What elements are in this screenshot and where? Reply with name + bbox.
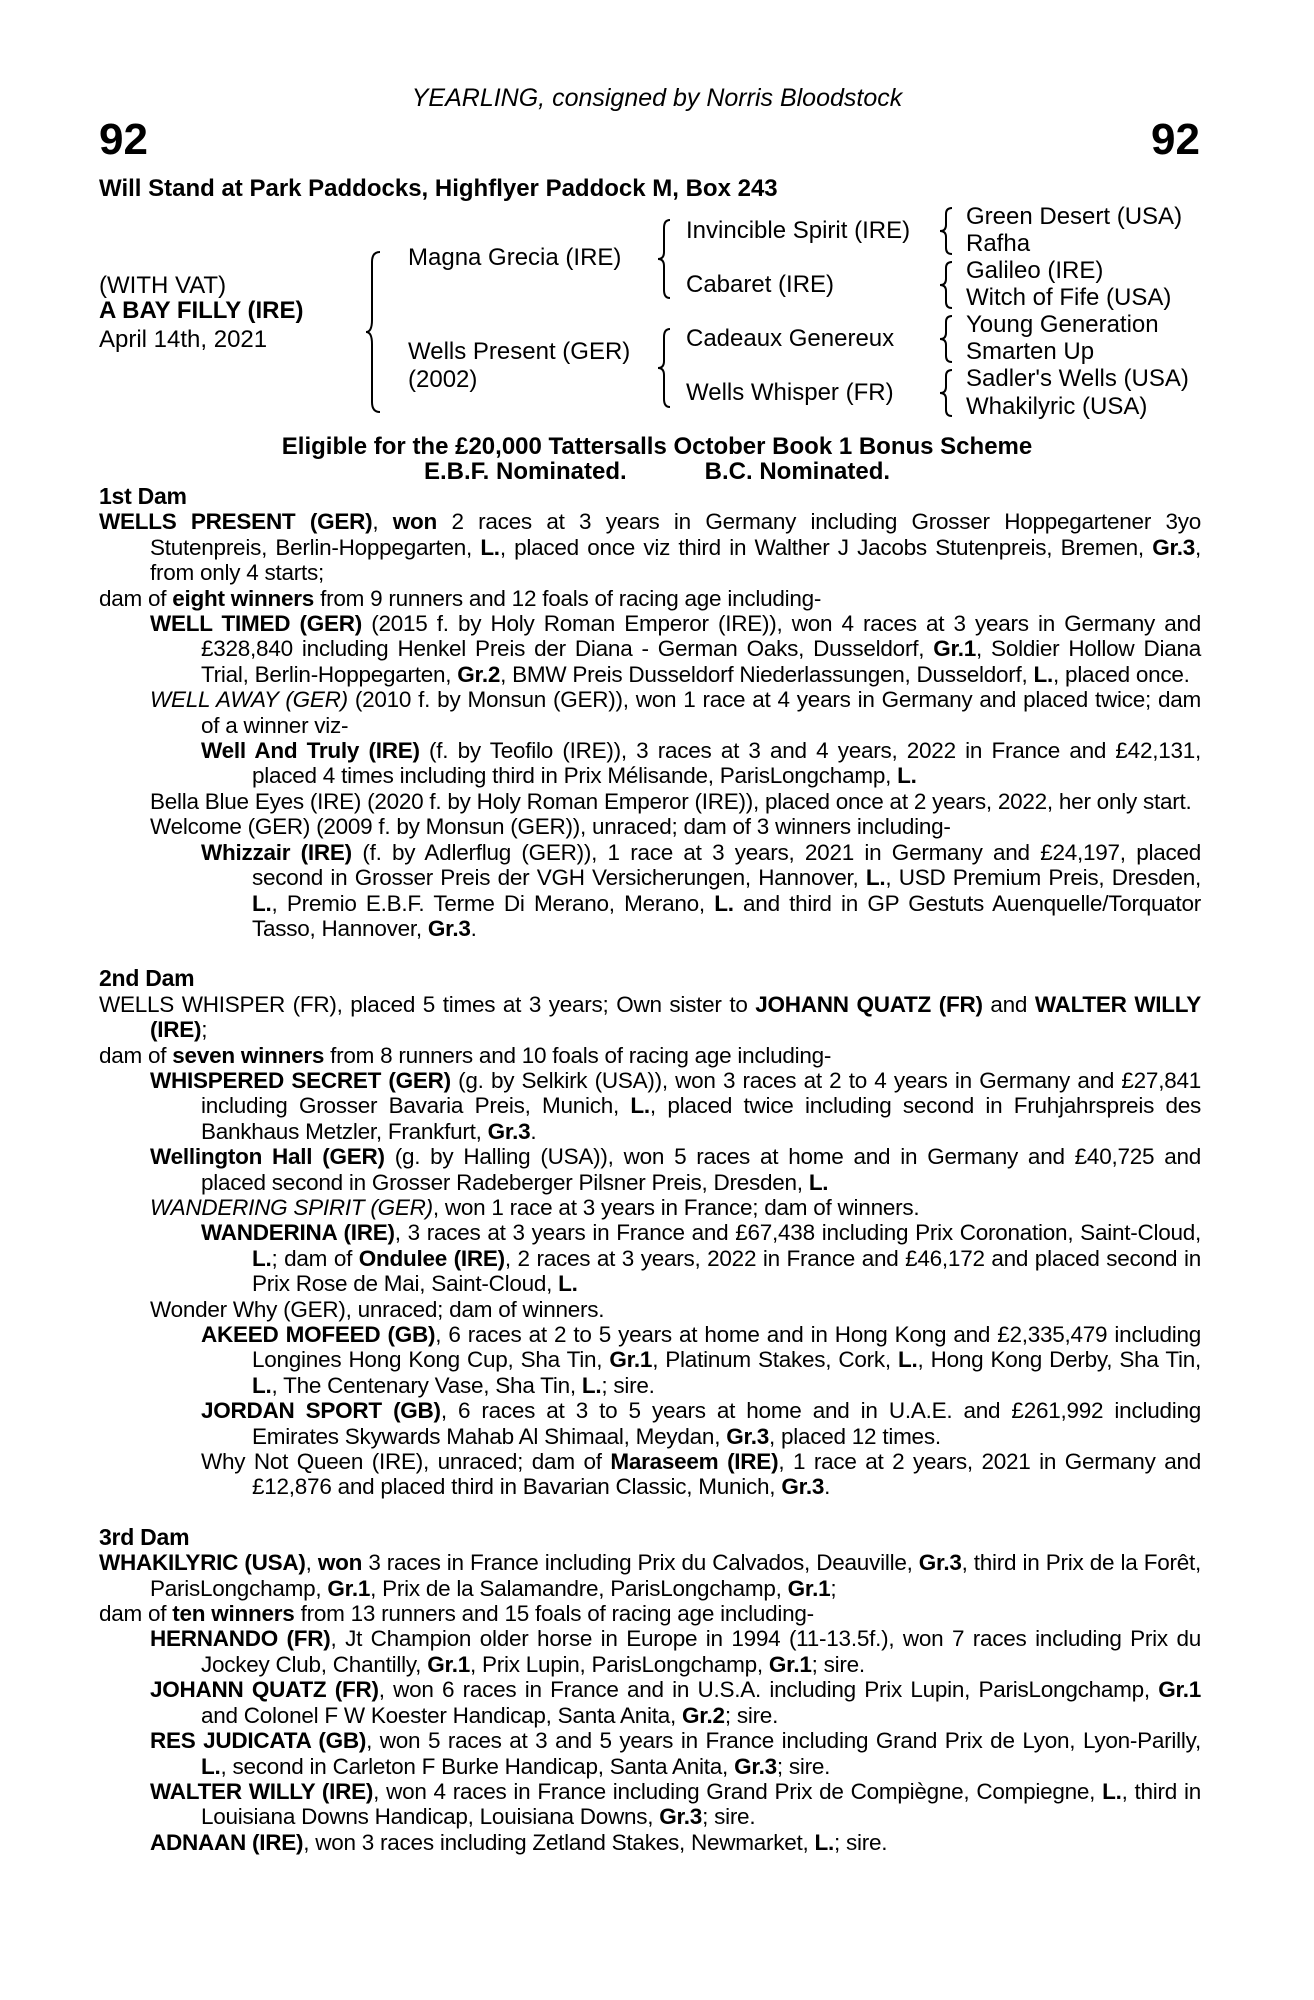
- text-run: ;: [830, 1575, 837, 1601]
- italic-text: WELL AWAY (GER): [150, 687, 348, 713]
- text-run: ; sire.: [811, 1651, 865, 1677]
- foaling-date: April 14th, 2021: [99, 326, 268, 353]
- bold-text: Gr.1: [1158, 1677, 1201, 1703]
- entry-paragraph: [99, 509, 1201, 585]
- bold-text: L.: [252, 1245, 272, 1271]
- horse-name: A BAY FILLY (IRE): [99, 297, 304, 324]
- bold-text: Well And Truly (IRE): [201, 738, 420, 764]
- consignor-line: YEARLING, consigned by Norris Bloodstock: [411, 84, 903, 112]
- text-run: , 6 races at 3 to 5 years at home and in U.A.E. and £261,992 including Emirates Skywards Mahab Al Shimaal, Meydan,: [252, 1398, 1201, 1449]
- text-run: , won 5 races at 3 and 5 years in France including Grand Prix de Lyon, Lyon-Parilly,: [366, 1728, 1201, 1754]
- text-run: , BMW Preis Dusseldorf Niederlassungen, Dusseldorf,: [500, 661, 1034, 687]
- bold-text: WELL TIMED (GER): [150, 611, 363, 637]
- bold-text: ten winners: [172, 1601, 295, 1627]
- text-run: , 2 races at 3 years, 2022 in France and £46,172 and placed second in Prix Rose de Mai, Saint-Cloud,: [252, 1245, 1201, 1297]
- lot-number-left: 92: [99, 115, 148, 164]
- bold-text: L.: [201, 1753, 221, 1779]
- bc-nomination: B.C. Nominated.: [704, 458, 891, 485]
- text-run: and Colonel F W Koester Handicap, Santa Anita,: [201, 1702, 683, 1728]
- bold-text: Maraseem (IRE): [610, 1449, 779, 1475]
- entry-paragraph: [99, 1398, 1201, 1449]
- text-run: ; sire.: [724, 1702, 779, 1728]
- entry-paragraph: [99, 992, 1201, 1043]
- text-run: ;: [201, 1017, 208, 1043]
- bold-text: eight winners: [172, 585, 315, 611]
- entry-paragraph: [99, 1830, 1201, 1855]
- bold-text: Whizzair (IRE): [201, 839, 352, 865]
- entry-paragraph: [99, 814, 1201, 839]
- entry-paragraph: [99, 1449, 1201, 1500]
- bold-text: Gr.1: [768, 1651, 812, 1677]
- text-run: Wonder Why (GER), unraced; dam of winners.: [150, 1296, 605, 1322]
- text-run: (f. by Adlerflug (GER)), 1 race at 3 years, 2021 in Germany and £24,197, placed second in Grosser Preis der VGH Versicherungen, Hannover,: [252, 839, 1201, 891]
- text-run: .: [824, 1474, 831, 1500]
- bold-text: L.: [1033, 661, 1054, 687]
- bold-text: WELLS PRESENT (GER): [99, 509, 373, 535]
- bold-text: Gr.3: [781, 1474, 825, 1500]
- text-run: ,: [305, 1550, 318, 1576]
- bold-text: Ondulee (IRE): [358, 1245, 505, 1271]
- text-run: and: [982, 991, 1035, 1017]
- sire: Magna Grecia (IRE): [408, 244, 622, 271]
- text-run: .: [530, 1118, 537, 1144]
- bold-text: RES JUDICATA (GB): [150, 1728, 367, 1754]
- entry-paragraph: [99, 840, 1201, 942]
- entry-paragraph: [99, 1626, 1201, 1677]
- brace-icon: [940, 314, 954, 364]
- bold-text: L.: [1102, 1778, 1122, 1804]
- ggs-3: Galileo (IRE): [966, 257, 1104, 284]
- text-run: from 8 runners and 10 foals of racing age including-: [324, 1042, 832, 1068]
- entry-paragraph: [99, 1195, 1201, 1220]
- ggs-1: Green Desert (USA): [966, 203, 1183, 230]
- bold-text: Gr.2: [682, 1702, 725, 1728]
- text-run: , won 1 race at 3 years in France; dam of winners.: [432, 1194, 920, 1220]
- bold-text: Gr.1: [609, 1347, 653, 1373]
- text-run: (2010 f. by Monsun (GER)), won 1 race at 4 years in Germany and placed twice; dam of a winner viz-: [201, 687, 1201, 738]
- entry-paragraph: [99, 687, 1201, 738]
- text-run: , Jt Champion older horse in Europe in 1994 (11-13.5f.), won 7 races including Prix du Jockey Club, Chantilly,: [201, 1626, 1201, 1677]
- bold-text: WALTER WILLY (IRE): [150, 1778, 374, 1804]
- bold-text: WHAKILYRIC (USA): [99, 1550, 306, 1576]
- bold-text: won: [317, 1550, 363, 1576]
- section-heading: 2nd Dam: [99, 965, 195, 992]
- text-run: WELLS WHISPER (FR), placed 5 times at 3 years; Own sister to: [99, 991, 756, 1017]
- text-run: , placed twice including second in Fruhjahrspreis des Bankhaus Metzler, Frankfurt,: [201, 1093, 1202, 1144]
- bold-text: Gr.3: [918, 1550, 962, 1576]
- sire-sire: Invincible Spirit (IRE): [686, 217, 911, 244]
- text-run: (g. by Halling (USA)), won 5 races at home and in Germany and £40,725 and placed second in Grosser Radeberger Pilsner Preis, Dresden,: [201, 1144, 1202, 1195]
- bold-text: WHISPERED SECRET (GER): [150, 1067, 451, 1093]
- brace-icon: [940, 206, 954, 256]
- text-run: dam of: [99, 1601, 173, 1627]
- text-run: ; sire.: [601, 1372, 655, 1398]
- bold-text: Gr.3: [487, 1118, 531, 1144]
- entry-paragraph: [99, 1043, 1201, 1068]
- bold-text: HERNANDO (FR): [150, 1626, 331, 1652]
- text-run: Bella Blue Eyes (IRE) (2020 f. by Holy Roman Emperor (IRE)), placed once at 2 years, 2022, her only start.: [150, 788, 1192, 814]
- text-run: , Premio E.B.F. Terme Di Merano, Merano,: [271, 890, 715, 916]
- dam-dam: Wells Whisper (FR): [686, 379, 894, 406]
- bonus-scheme: Eligible for the £20,000 Tattersalls October Book 1 Bonus Scheme: [281, 433, 1033, 460]
- entry-paragraph: [99, 738, 1201, 789]
- text-run: dam of: [99, 1042, 173, 1068]
- entry-paragraph: [99, 586, 1201, 611]
- text-run: , placed 12 times.: [768, 1423, 941, 1449]
- text-run: , placed once viz third in Walther J Jacobs Stutenpreis, Bremen,: [499, 534, 1153, 560]
- sire-dam: Cabaret (IRE): [686, 271, 835, 298]
- section-heading: 1st Dam: [99, 483, 187, 509]
- brace-icon: [658, 218, 672, 300]
- text-run: (2015 f. by Holy Roman Emperor (IRE)), won 4 races at 3 years in Germany and £328,840 including Henkel Preis der Diana - German Oaks, Dusseldorf,: [201, 611, 1201, 662]
- text-run: , won 4 races in France including Grand Prix de Compiègne, Compiegne,: [373, 1778, 1103, 1804]
- bold-text: L.: [581, 1372, 602, 1398]
- bold-text: L.: [897, 763, 917, 789]
- nominations: [0, 458, 1314, 486]
- text-run: ; sire.: [834, 1829, 888, 1855]
- brace-icon: [366, 250, 382, 414]
- text-run: , won 3 races including Zetland Stakes, Newmarket,: [303, 1829, 815, 1855]
- dam: Wells Present (GER): [408, 338, 631, 365]
- brace-icon: [940, 260, 954, 310]
- bold-text: L.: [814, 1829, 834, 1855]
- bold-text: Gr.1: [327, 1575, 371, 1601]
- ggs-4: Witch of Fife (USA): [966, 284, 1172, 311]
- text-run: , third in Louisiana Downs Handicap, Louisiana Downs,: [201, 1778, 1201, 1830]
- text-run: 2 races at 3 years in Germany including Grosser Hoppegartener 3yo Stutenpreis, Berlin-Hoppegarten,: [150, 509, 1202, 560]
- bold-text: ADNAAN (IRE): [150, 1829, 304, 1855]
- vat-note: (WITH VAT): [99, 272, 227, 299]
- entry-paragraph: [99, 611, 1201, 687]
- bold-text: L.: [865, 865, 886, 891]
- bold-text: WALTER WILLY (IRE): [150, 991, 1201, 1043]
- text-run: , The Centenary Vase, Sha Tin,: [271, 1372, 582, 1398]
- bold-text: L.: [897, 1347, 918, 1373]
- text-run: , Soldier Hollow Diana Trial, Berlin-Hoppegarten,: [201, 636, 1201, 687]
- ggs-2: Rafha: [966, 230, 1031, 257]
- text-run: (f. by Teofilo (IRE)), 3 races at 3 and 4 years, 2022 in France and £42,131, placed 4 times including third in Prix Mélisande, ParisLongchamp,: [252, 738, 1202, 789]
- text-run: , 6 races at 2 to 5 years at home and in Hong Kong and £2,335,479 including Longines Hong Kong Cup, Sha Tin,: [252, 1322, 1201, 1373]
- entry-paragraph: [99, 1144, 1201, 1195]
- bold-text: AKEED MOFEED (GB): [201, 1322, 436, 1347]
- text-run: Why Not Queen (IRE), unraced; dam of: [201, 1449, 611, 1475]
- bold-text: JORDAN SPORT (GB): [201, 1398, 441, 1424]
- text-run: , 3 races at 3 years in France and £67,438 including Prix Coronation, Saint-Cloud,: [394, 1220, 1202, 1246]
- dam-year: (2002): [408, 366, 478, 393]
- text-run: , won 6 races in France and in U.S.A. including Prix Lupin, ParisLongchamp,: [378, 1677, 1159, 1703]
- text-run: ; sire.: [776, 1753, 831, 1779]
- text-run: ; dam of: [271, 1245, 359, 1271]
- text-run: , USD Premium Preis, Dresden,: [885, 865, 1201, 891]
- bold-text: Gr.3: [1152, 534, 1195, 560]
- text-run: ,: [372, 509, 393, 535]
- entry-paragraph: [99, 1728, 1201, 1779]
- text-run: , placed once.: [1053, 661, 1190, 687]
- bold-text: Gr.2: [457, 661, 501, 687]
- text-run: Welcome (GER) (2009 f. by Monsun (GER)), unraced; dam of 3 winners including-: [150, 814, 951, 840]
- text-run: (g. by Selkirk (USA)), won 3 races at 2 to 4 years in Germany and £27,841 including Grosser Bavaria Preis, Munich,: [201, 1067, 1201, 1119]
- text-run: , second in Carleton F Burke Handicap, Santa Anita,: [220, 1753, 735, 1779]
- bold-text: Gr.1: [787, 1575, 831, 1601]
- bold-text: WANDERINA (IRE): [201, 1220, 395, 1246]
- text-run: , third in Prix de la Forêt, ParisLongchamp,: [150, 1550, 1201, 1601]
- catalogue-body: [99, 484, 1201, 1855]
- text-run: and third in GP Gestuts Auenquelle/Torquator Tasso, Hannover,: [252, 890, 1202, 941]
- entry-paragraph: [99, 1322, 1201, 1398]
- bold-text: L.: [480, 534, 500, 560]
- bold-text: Gr.1: [933, 636, 977, 662]
- bold-text: seven winners: [172, 1042, 325, 1068]
- ggs-8: Whakilyric (USA): [966, 393, 1148, 420]
- text-run: , from only 4 starts;: [150, 534, 1201, 586]
- bold-text: Gr.3: [734, 1753, 777, 1779]
- entry-paragraph: [99, 1601, 1201, 1626]
- entry-paragraph: [99, 1779, 1201, 1830]
- text-run: , 1 race at 2 years, 2021 in Germany and £12,876 and placed third in Bavarian Classic, Munich,: [252, 1449, 1201, 1500]
- ggs-5: Young Generation: [966, 311, 1159, 338]
- bold-text: L.: [252, 890, 272, 916]
- entry-paragraph: [99, 1677, 1201, 1728]
- brace-icon: [940, 368, 954, 418]
- text-run: , Prix Lupin, ParisLongchamp,: [469, 1651, 769, 1677]
- text-run: from 13 runners and 15 foals of racing age including-: [294, 1601, 814, 1627]
- bold-text: L.: [558, 1271, 578, 1297]
- entry-paragraph: [99, 1550, 1201, 1601]
- ggs-7: Sadler's Wells (USA): [966, 365, 1189, 392]
- lot-number-right: 92: [1151, 115, 1200, 164]
- text-run: dam of: [99, 585, 173, 611]
- italic-text: WANDERING SPIRIT (GER): [150, 1194, 433, 1220]
- ggs-6: Smarten Up: [966, 338, 1095, 365]
- bold-text: JOHANN QUATZ (FR): [150, 1677, 379, 1703]
- text-run: .: [470, 915, 477, 941]
- bold-text: Wellington Hall (GER): [150, 1144, 385, 1170]
- text-run: 3 races in France including Prix du Calvados, Deauville,: [362, 1550, 919, 1576]
- text-run: , Platinum Stakes, Cork,: [652, 1347, 898, 1373]
- text-run: , Hong Kong Derby, Sha Tin,: [917, 1347, 1201, 1373]
- bold-text: L.: [714, 890, 734, 916]
- entry-paragraph: [99, 1297, 1201, 1322]
- entry-paragraph: [99, 789, 1201, 814]
- bold-text: L.: [808, 1169, 829, 1195]
- entry-paragraph: [99, 1068, 1201, 1144]
- brace-icon: [658, 327, 672, 409]
- text-run: , Prix de la Salamandre, ParisLongchamp,: [370, 1575, 788, 1601]
- dam-sire: Cadeaux Genereux: [686, 325, 895, 352]
- text-run: ; sire.: [702, 1804, 756, 1830]
- entry-paragraph: [99, 1220, 1201, 1296]
- text-run: from 9 runners and 12 foals of racing age including-: [314, 585, 822, 611]
- ebf-nomination: E.B.F. Nominated.: [423, 458, 627, 485]
- bold-text: L.: [630, 1093, 650, 1119]
- bold-text: Gr.3: [659, 1804, 703, 1830]
- section-heading: 3rd Dam: [99, 1523, 190, 1550]
- bold-text: JOHANN QUATZ (FR): [755, 991, 983, 1017]
- bold-text: won: [392, 509, 438, 535]
- stand-location: Will Stand at Park Paddocks, Highflyer Paddock M, Box 243: [99, 175, 778, 202]
- bold-text: Gr.1: [427, 1651, 470, 1677]
- bold-text: L.: [252, 1372, 272, 1398]
- bold-text: Gr.3: [427, 915, 471, 941]
- bold-text: Gr.3: [726, 1423, 769, 1449]
